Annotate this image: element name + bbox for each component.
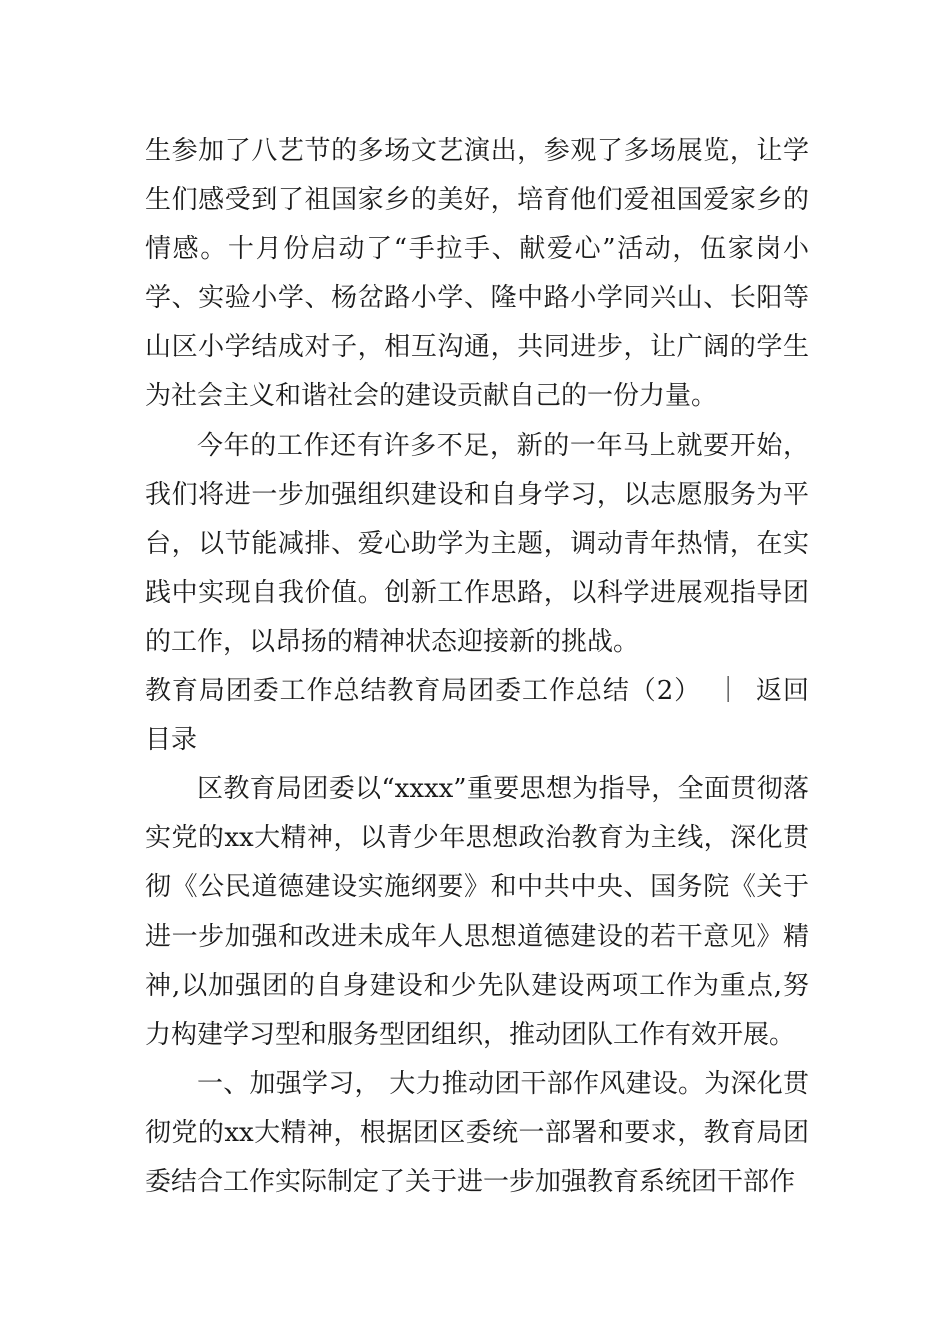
section-heading xyxy=(145,667,809,765)
paragraph-1: 生参加了八艺节的多场文艺演出，参观了多场展览，让学生们感受到了祖国家乡的美好，培育他们爱祖国爱家乡的情感。十月份启动了“手拉手、献爱心”活动，伍家岗小学、实验小学、杨岔路小学、隆中路小学同兴山、长阳等山区小学结成对子，相互沟通，共同进步，让广阔的学生为社会主义和谐社会的建设贡献自己的一份力量。 xyxy=(145,136,809,412)
paragraph-2: 今年的工作还有许多不足，新的一年马上就要开始，我们将进一步加强组织建设和自身学习，以志愿服务为平台，以节能减排、爱心助学为主题，调动青年热情，在实践中实现自我价值。创新工作思路，以科学进展观指导团的工作，以昂扬的精神状态迎接新的挑战。 xyxy=(145,430,809,657)
heading-separator: ｜ xyxy=(715,676,742,707)
paragraph-3: 区教育局团委以“xxxx”重要思想为指导，全面贯彻落实党的xx大精神，以青少年思想政治教育为主线，深化贯彻《公民道德建设实施纲要》和中共中央、国务院《关于进一步加强和改进未成年人思想道德建设的若干意见》精神,以加强团的自身建设和少先队建设两项工作为重点,努力构建学习型和服务型团组织，推动团队工作有效开展。 xyxy=(145,774,809,1050)
paragraph-4: 一、加强学习， 大力推动团干部作风建设。为深化贯彻党的xx大精神，根据团区委统一部署和要求，教育局团委结合工作实际制定了关于进一步加强教育系统团干部作 xyxy=(145,1068,809,1197)
return-to-toc-link[interactable]: 返回目录 xyxy=(145,676,809,756)
section-title: 教育局团委工作总结教育局团委工作总结（2） xyxy=(145,676,702,707)
document-body xyxy=(145,127,809,1207)
